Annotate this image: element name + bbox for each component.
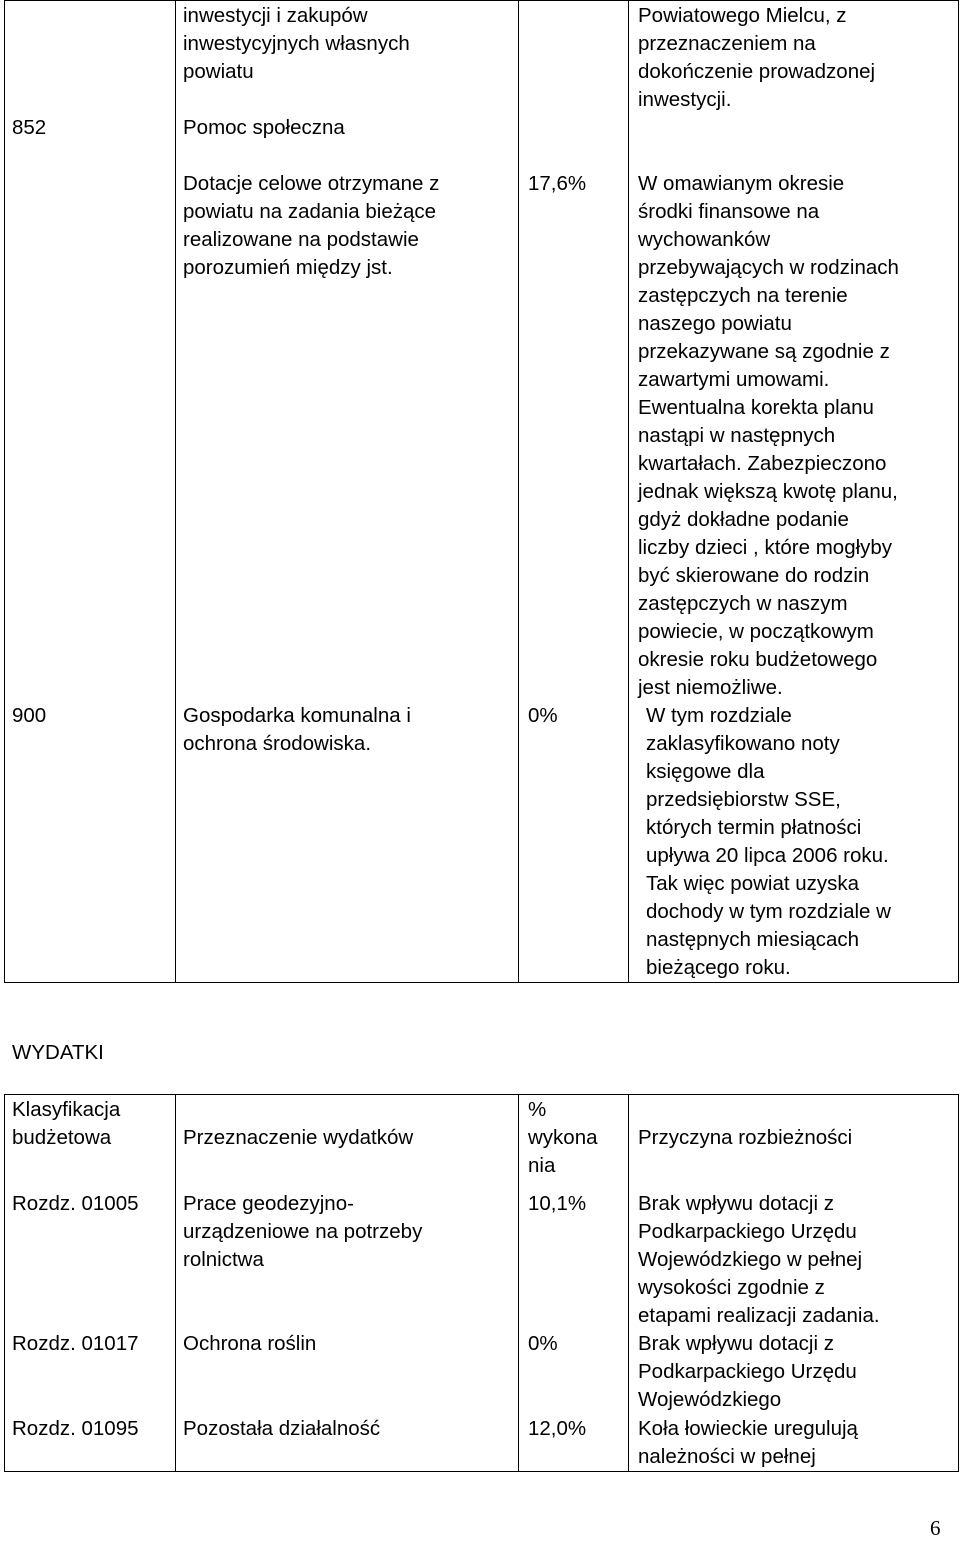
- income-table-border-left: [4, 0, 5, 983]
- expense-table-border-left: [4, 1094, 5, 1472]
- expense-row-reason: Brak wpływu dotacji z Podkarpackiego Urzędu Wojewódzkiego w pełnej wysokości zgodnie z etapami realizacji zadania.: [638, 1192, 880, 1327]
- expense-row-reason: Brak wpływu dotacji z Podkarpackiego Urzędu Wojewódzkiego: [638, 1332, 857, 1411]
- expense-row-percent: 0%: [528, 1332, 558, 1355]
- income-row-name: Gospodarka komunalna i ochrona środowiska.: [183, 704, 411, 755]
- expense-row-purpose: Pozostała działalność: [183, 1417, 381, 1440]
- income-row-percent: 0%: [528, 704, 558, 727]
- income-table-border-right: [958, 0, 959, 983]
- header-classification: Klasyfikacja budżetowa: [12, 1098, 121, 1149]
- income-row-code: 900: [12, 704, 47, 727]
- expense-row-percent: 10,1%: [528, 1192, 587, 1215]
- expense-row-code: Rozdz. 01095: [12, 1417, 139, 1440]
- expense-table-border-top: [4, 1094, 959, 1095]
- income-row-name: Dotacje celowe otrzymane z powiatu na zadania bieżące realizowane na podstawie porozumień między jst.: [183, 172, 440, 279]
- expense-row-percent: 12,0%: [528, 1417, 587, 1440]
- income-row-reason: W omawianym okresie środki finansowe na wychowanków przebywających w rodzinach zastępczych na terenie naszego powiatu przekazywane są zgodnie z zawartymi umowami. Ewentualna korekta planu nastąpi w następnych kwartałach. Zabezpieczono jednak większą kwotę planu, gdyż dokładne podanie liczby dzieci , które mogłyby być skierowane do rodzin zastępczych w naszym powiecie, w początkowym okresie roku budżetowego jest niemożliwe.: [638, 172, 899, 699]
- expense-table-border-right: [958, 1094, 959, 1472]
- expense-table-divider-2: [518, 1094, 519, 1472]
- income-table-divider-2: [518, 0, 519, 983]
- expense-row-code: Rozdz. 01005: [12, 1192, 139, 1215]
- section-title: WYDATKI: [12, 1041, 104, 1064]
- header-reason: Przyczyna rozbieżności: [638, 1126, 853, 1149]
- header-purpose: Przeznaczenie wydatków: [183, 1126, 414, 1149]
- income-row-reason: W tym rozdziale zaklasyfikowano noty księgowe dla przedsiębiorstw SSE, których termin płatności upływa 20 lipca 2006 roku. Tak więc powiat uzyska dochody w tym rozdziale w następnych miesiącach bieżącego roku.: [646, 704, 891, 979]
- expense-table-divider-1: [175, 1094, 176, 1472]
- expense-row-purpose: Ochrona roślin: [183, 1332, 317, 1355]
- income-table-divider-1: [175, 0, 176, 983]
- page-number: 6: [930, 1516, 941, 1540]
- income-table-divider-3: [628, 0, 629, 983]
- expense-table-divider-3: [628, 1094, 629, 1472]
- income-table-border-top: [4, 0, 959, 1]
- income-row-name: inwestycji i zakupów inwestycyjnych własnych powiatu: [183, 4, 410, 83]
- expense-row-purpose: Prace geodezyjno- urządzeniowe na potrzeby rolnictwa: [183, 1192, 423, 1271]
- expense-table-border-bottom: [4, 1471, 959, 1472]
- header-percent: % wykona nia: [528, 1098, 598, 1177]
- expense-row-reason: Koła łowieckie uregulują należności w pełnej: [638, 1417, 858, 1468]
- income-table-border-bottom: [4, 982, 959, 983]
- income-row-percent: 17,6%: [528, 172, 587, 195]
- income-row-code: 852: [12, 116, 47, 139]
- income-row-name: Pomoc społeczna: [183, 116, 345, 139]
- income-row-reason: Powiatowego Mielcu, z przeznaczeniem na dokończenie prowadzonej inwestycji.: [638, 4, 876, 111]
- expense-row-code: Rozdz. 01017: [12, 1332, 139, 1355]
